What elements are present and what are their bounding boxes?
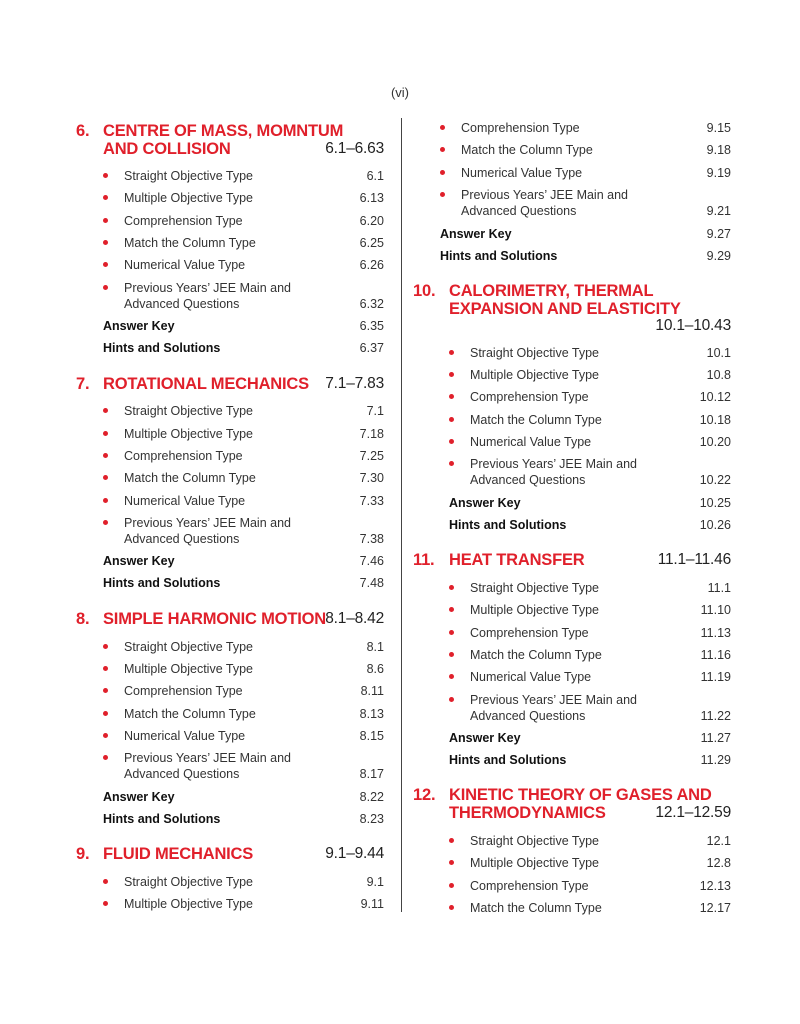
bullet-icon [449,630,454,635]
bullet-icon [103,285,108,290]
bullet-icon [103,688,108,693]
bullet-icon [103,711,108,716]
bullet-icon [449,394,454,399]
bullet-icon [103,240,108,245]
chapter-title: CALORIMETRY, THERMAL EXPANSION AND ELASTICITY [449,282,681,318]
bullet-icon [449,607,454,612]
bullet-icon [103,733,108,738]
bullet-icon [449,697,454,702]
chapter-number: 12. [413,786,436,804]
chapter-title: FLUID MECHANICS [103,845,254,863]
bullet-icon [103,879,108,884]
chapter-number: 9. [76,845,90,863]
chapter-title: SIMPLE HARMONIC MOTION [103,610,326,628]
bullet-icon [449,417,454,422]
chapter-number: 6. [76,122,90,140]
bullet-icon [449,652,454,657]
chapter-title: ROTATIONAL MECHANICS [103,375,309,393]
bullet-icon [103,498,108,503]
bullet-icon [103,408,108,413]
bullet-icon [449,905,454,910]
bullet-icon [440,125,445,130]
bullet-icon [449,883,454,888]
chapter-number: 10. [413,282,436,300]
chapter-number: 11. [413,551,435,569]
bullet-icon [103,644,108,649]
chapter-title: KINETIC THEORY OF GASES AND THERMODYNAMICS [449,786,712,822]
chapter-number: 8. [76,610,90,628]
chapter-title: HEAT TRANSFER [449,551,585,569]
bullet-icon [103,453,108,458]
bullet-icon [103,262,108,267]
chapter-page-range: 12.1–12.59 [655,804,731,821]
column-divider [401,118,402,912]
bullet-icon [103,195,108,200]
bullet-icon [449,838,454,843]
chapter-page-range: 11.1–11.46 [657,551,731,568]
bullet-icon [449,860,454,865]
bullet-icon [449,461,454,466]
chapter-page-range: 9.1–9.44 [325,845,384,862]
bullet-icon [103,431,108,436]
bullet-icon [449,585,454,590]
bullet-icon [103,520,108,525]
bullet-icon [440,147,445,152]
bullet-icon [103,173,108,178]
chapter-page-range: 8.1–8.42 [325,610,384,627]
bullet-icon [449,350,454,355]
chapter-number: 7. [76,375,90,393]
chapter-page-range: 7.1–7.83 [325,375,384,392]
bullet-icon [449,674,454,679]
bullet-icon [103,218,108,223]
chapter-page-range: 10.1–10.43 [655,317,731,334]
chapter-page-range: 6.1–6.63 [325,140,384,157]
bullet-icon [103,475,108,480]
bullet-icon [440,192,445,197]
bullet-icon [449,439,454,444]
bullet-icon [440,170,445,175]
page-number: (vi) [390,85,410,100]
bullet-icon [103,755,108,760]
bullet-icon [103,901,108,906]
bullet-icon [449,372,454,377]
bullet-icon [103,666,108,671]
chapter-title: CENTRE OF MASS, MOMNTUM AND COLLISION [103,122,344,158]
